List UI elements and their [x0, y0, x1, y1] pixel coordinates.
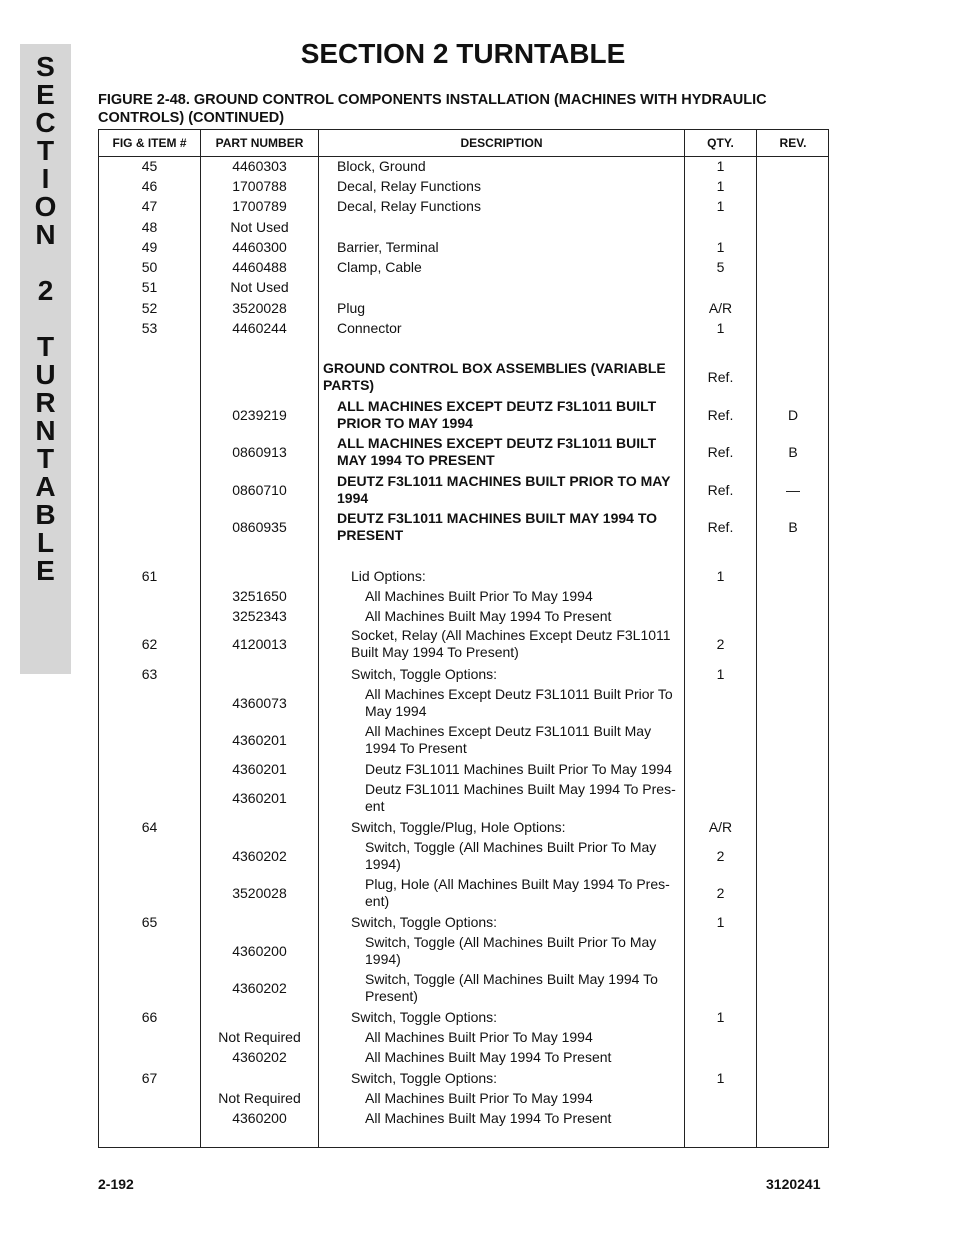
cell-qty [685, 1089, 756, 1107]
side-tab-letter: N [35, 219, 56, 250]
cell-desc: Switch, Toggle (All Machines Built Prior To May 1994) [365, 934, 657, 967]
cell-qty: 1 [716, 567, 725, 584]
side-tab-letter: 2 [37, 275, 54, 306]
page-number: 2-192 [98, 1176, 134, 1192]
cell-qty: 1 [716, 1069, 725, 1086]
cell-rev [757, 587, 829, 605]
side-tab-letter: B [35, 499, 56, 530]
cell-rev [757, 157, 829, 175]
cell-item [99, 838, 200, 874]
cell-rev [757, 838, 829, 874]
cell-qty: 1 [716, 1008, 725, 1025]
cell-item: 64 [141, 818, 158, 835]
cell-qty: Ref. [707, 406, 734, 423]
cell-part: 3520028 [232, 299, 287, 316]
cell-part: 0860935 [232, 518, 287, 535]
cell-part: 3520028 [232, 884, 287, 901]
cell-item: 51 [141, 278, 158, 295]
cell-item: 52 [141, 299, 158, 316]
cell-rev: — [786, 481, 800, 498]
cell-qty: Ref. [707, 443, 734, 460]
header-qty: QTY. [707, 136, 734, 150]
cell-item: 46 [141, 177, 158, 194]
cell-rev [757, 238, 829, 256]
cell-rev [757, 760, 829, 778]
cell-item [99, 1109, 200, 1127]
cell-qty: 1 [716, 238, 725, 255]
cell-item: 53 [141, 319, 158, 336]
cell-rev [757, 626, 829, 662]
cell-qty [685, 218, 756, 236]
cell-desc: Deutz F3L1011 Machines Built May 1994 To Pres-ent [365, 781, 676, 814]
cell-qty: Ref. [707, 481, 734, 498]
header-part-number: PART NUMBER [215, 136, 304, 150]
cell-desc: All Machines Except Deutz F3L1011 Built Prior To May 1994 [365, 686, 673, 719]
cell-rev [757, 319, 829, 337]
cell-rev [757, 780, 829, 816]
cell-qty: 1 [716, 197, 725, 214]
cell-desc: All Machines Built May 1994 To Present [365, 1048, 612, 1065]
cell-rev [757, 913, 829, 931]
cell-desc: All Machines Built May 1994 To Present [365, 607, 612, 624]
cell-part: 4460488 [232, 258, 287, 275]
cell-part: 4120013 [232, 635, 287, 652]
cell-desc: GROUND CONTROL BOX ASSEMBLIES (VARIABLE PARTS) [323, 360, 666, 393]
cell-item [99, 1028, 200, 1046]
side-tab-letter: E [36, 79, 55, 110]
cell-rev [757, 1048, 829, 1066]
cell-item [99, 1089, 200, 1107]
cell-item: 47 [141, 197, 158, 214]
cell-desc: All Machines Built May 1994 To Present [365, 1109, 612, 1126]
figure-title: FIGURE 2-48. GROUND CONTROL COMPONENTS INSTALLATION (MACHINES WITH HYDRAULIC CONTROLS) (CONTINUED) [98, 92, 767, 126]
cell-item: 50 [141, 258, 158, 275]
cell-item [99, 396, 200, 434]
cell-item [99, 760, 200, 778]
cell-item: 62 [141, 635, 158, 652]
cell-part: Not Used [230, 218, 289, 235]
cell-part: 3252343 [232, 607, 287, 624]
cell-item [99, 508, 200, 546]
side-tab-letter: S [36, 51, 55, 82]
cell-desc: Block, Ground [337, 157, 426, 174]
cell-part: Not Used [230, 278, 289, 295]
section-side-tab [20, 44, 71, 674]
cell-part [201, 665, 318, 683]
cell-rev [757, 875, 829, 911]
side-tab-letter: R [35, 387, 56, 418]
header-item: FIG & ITEM # [112, 136, 187, 150]
cell-item: 65 [141, 913, 158, 930]
cell-item [99, 433, 200, 471]
cell-part: 1700788 [232, 177, 287, 194]
column-divider [318, 130, 319, 1147]
cell-qty [685, 1048, 756, 1066]
cell-desc: Socket, Relay (All Machines Except Deutz F3L1011 Built May 1994 To Present) [351, 627, 671, 660]
cell-part: 4360201 [232, 760, 287, 777]
cell-part: 0860710 [232, 481, 287, 498]
cell-desc: Switch, Toggle (All Machines Built Prior To May 1994) [365, 839, 657, 872]
side-tab-letter: T [36, 135, 55, 166]
cell-item: 48 [141, 218, 158, 235]
cell-rev [757, 665, 829, 683]
side-tab-letter: T [36, 443, 55, 474]
cell-item [99, 933, 200, 969]
cell-rev [757, 1109, 829, 1127]
header-description: DESCRIPTION [460, 136, 543, 150]
cell-rev [757, 258, 829, 276]
cell-part: 4460303 [232, 157, 287, 174]
side-tab-letter: O [34, 191, 57, 222]
cell-item [99, 471, 200, 509]
cell-item: 49 [141, 238, 158, 255]
cell-rev [757, 933, 829, 969]
cell-part [201, 913, 318, 931]
parts-table [98, 129, 829, 1148]
cell-part: 0860913 [232, 443, 287, 460]
cell-part [201, 1008, 318, 1026]
cell-rev: D [787, 406, 799, 423]
cell-desc: Clamp, Cable [337, 258, 422, 275]
cell-qty [685, 1028, 756, 1046]
cell-rev [757, 299, 829, 317]
cell-qty: A/R [708, 818, 733, 835]
cell-desc: Switch, Toggle Options: [351, 665, 498, 682]
cell-rev [757, 278, 829, 296]
cell-desc: Plug, Hole (All Machines Built May 1994 To Pres-ent) [365, 876, 670, 909]
cell-qty: Ref. [707, 368, 734, 385]
cell-desc: All Machines Built Prior To May 1994 [365, 1028, 593, 1045]
cell-item [99, 722, 200, 758]
cell-rev [757, 1089, 829, 1107]
cell-rev [757, 1069, 829, 1087]
cell-qty: 1 [716, 665, 725, 682]
cell-part: 4460244 [232, 319, 287, 336]
cell-qty [685, 933, 756, 969]
cell-desc: Decal, Relay Functions [337, 197, 481, 214]
cell-desc: All Machines Except Deutz F3L1011 Built May 1994 To Present [365, 723, 652, 756]
cell-qty [685, 278, 756, 296]
cell-desc: Decal, Relay Functions [337, 177, 481, 194]
cell-desc: ALL MACHINES EXCEPT DEUTZ F3L1011 BUILT MAY 1994 TO PRESENT [337, 435, 657, 468]
cell-qty: 2 [716, 884, 725, 901]
cell-part: 0239219 [232, 406, 287, 423]
cell-desc: Deutz F3L1011 Machines Built Prior To May 1994 [365, 760, 672, 777]
cell-part [201, 1069, 318, 1087]
cell-item [99, 1048, 200, 1066]
side-tab-letter: L [36, 527, 55, 558]
cell-qty: 1 [716, 157, 725, 174]
cell-qty: 1 [716, 319, 725, 336]
cell-rev [757, 358, 829, 396]
cell-part: 4360201 [232, 731, 287, 748]
cell-qty [685, 722, 756, 758]
cell-rev: B [788, 443, 798, 460]
cell-item [99, 587, 200, 605]
cell-item [99, 358, 200, 396]
cell-rev: B [788, 518, 798, 535]
cell-item: 61 [141, 567, 158, 584]
cell-rev [757, 177, 829, 195]
side-tab-letter: I [41, 163, 50, 194]
cell-rev [757, 722, 829, 758]
cell-desc: Connector [337, 319, 402, 336]
cell-qty: 2 [716, 635, 725, 652]
cell-qty [685, 780, 756, 816]
cell-qty [685, 587, 756, 605]
side-tab-letter: C [35, 107, 56, 138]
cell-desc: Switch, Toggle/Plug, Hole Options: [351, 818, 566, 835]
cell-rev [757, 567, 829, 585]
cell-part: 4360201 [232, 789, 287, 806]
cell-qty: 1 [716, 913, 725, 930]
cell-desc: DEUTZ F3L1011 MACHINES BUILT MAY 1994 TO PRESENT [337, 510, 658, 543]
cell-part: 3251650 [232, 587, 287, 604]
cell-desc: All Machines Built Prior To May 1994 [365, 1089, 593, 1106]
cell-qty [685, 760, 756, 778]
cell-part [201, 818, 318, 836]
cell-qty: 2 [716, 847, 725, 864]
side-tab-letter: A [35, 471, 56, 502]
cell-item [99, 970, 200, 1006]
cell-desc: DEUTZ F3L1011 MACHINES BUILT PRIOR TO MAY 1994 [337, 473, 671, 506]
cell-qty [685, 1109, 756, 1127]
cell-qty [685, 970, 756, 1006]
cell-qty [685, 607, 756, 625]
side-tab-letter: T [36, 331, 55, 362]
cell-rev [757, 685, 829, 721]
cell-part: 4360202 [232, 979, 287, 996]
cell-item: 63 [141, 665, 158, 682]
cell-desc [337, 218, 677, 236]
cell-desc: Switch, Toggle Options: [351, 913, 498, 930]
cell-desc: Barrier, Terminal [337, 238, 439, 255]
cell-desc [337, 278, 677, 296]
cell-item: 66 [141, 1008, 158, 1025]
cell-part: 4460300 [232, 238, 287, 255]
cell-rev [757, 197, 829, 215]
cell-desc: All Machines Built Prior To May 1994 [365, 587, 593, 604]
cell-rev [757, 1028, 829, 1046]
cell-item [99, 607, 200, 625]
cell-part: 4360073 [232, 694, 287, 711]
cell-part: 4360200 [232, 942, 287, 959]
cell-qty [685, 685, 756, 721]
cell-qty: 5 [716, 258, 725, 275]
cell-qty: Ref. [707, 518, 734, 535]
doc-number: 3120241 [766, 1176, 821, 1192]
cell-rev [757, 970, 829, 1006]
cell-rev [757, 607, 829, 625]
header-rev: REV. [779, 136, 807, 150]
cell-item: 45 [141, 157, 158, 174]
cell-part [201, 567, 318, 585]
side-tab-letter: U [35, 359, 56, 390]
cell-part: 1700789 [232, 197, 287, 214]
cell-desc: Switch, Toggle Options: [351, 1008, 498, 1025]
cell-part: Not Required [218, 1089, 301, 1106]
side-tab-letter: E [36, 555, 55, 586]
cell-part: 4360202 [232, 847, 287, 864]
cell-part: Not Required [218, 1028, 301, 1045]
cell-part: 4360202 [232, 1048, 287, 1065]
cell-desc: ALL MACHINES EXCEPT DEUTZ F3L1011 BUILT PRIOR TO MAY 1994 [337, 398, 657, 431]
cell-part: 4360200 [232, 1109, 287, 1126]
cell-rev [757, 1008, 829, 1026]
side-tab-letter: N [35, 415, 56, 446]
cell-desc: Lid Options: [351, 567, 426, 584]
cell-rev [757, 218, 829, 236]
cell-desc: Switch, Toggle (All Machines Built May 1994 To Present) [365, 971, 658, 1004]
cell-desc: Plug [337, 299, 366, 316]
page-title: SECTION 2 TURNTABLE [300, 38, 626, 69]
cell-qty: A/R [708, 299, 733, 316]
cell-item: 67 [141, 1069, 158, 1086]
cell-qty: 1 [716, 177, 725, 194]
cell-item [99, 685, 200, 721]
cell-item [99, 780, 200, 816]
cell-part [201, 358, 318, 396]
cell-rev [757, 818, 829, 836]
cell-desc: Switch, Toggle Options: [351, 1069, 498, 1086]
cell-item [99, 875, 200, 911]
